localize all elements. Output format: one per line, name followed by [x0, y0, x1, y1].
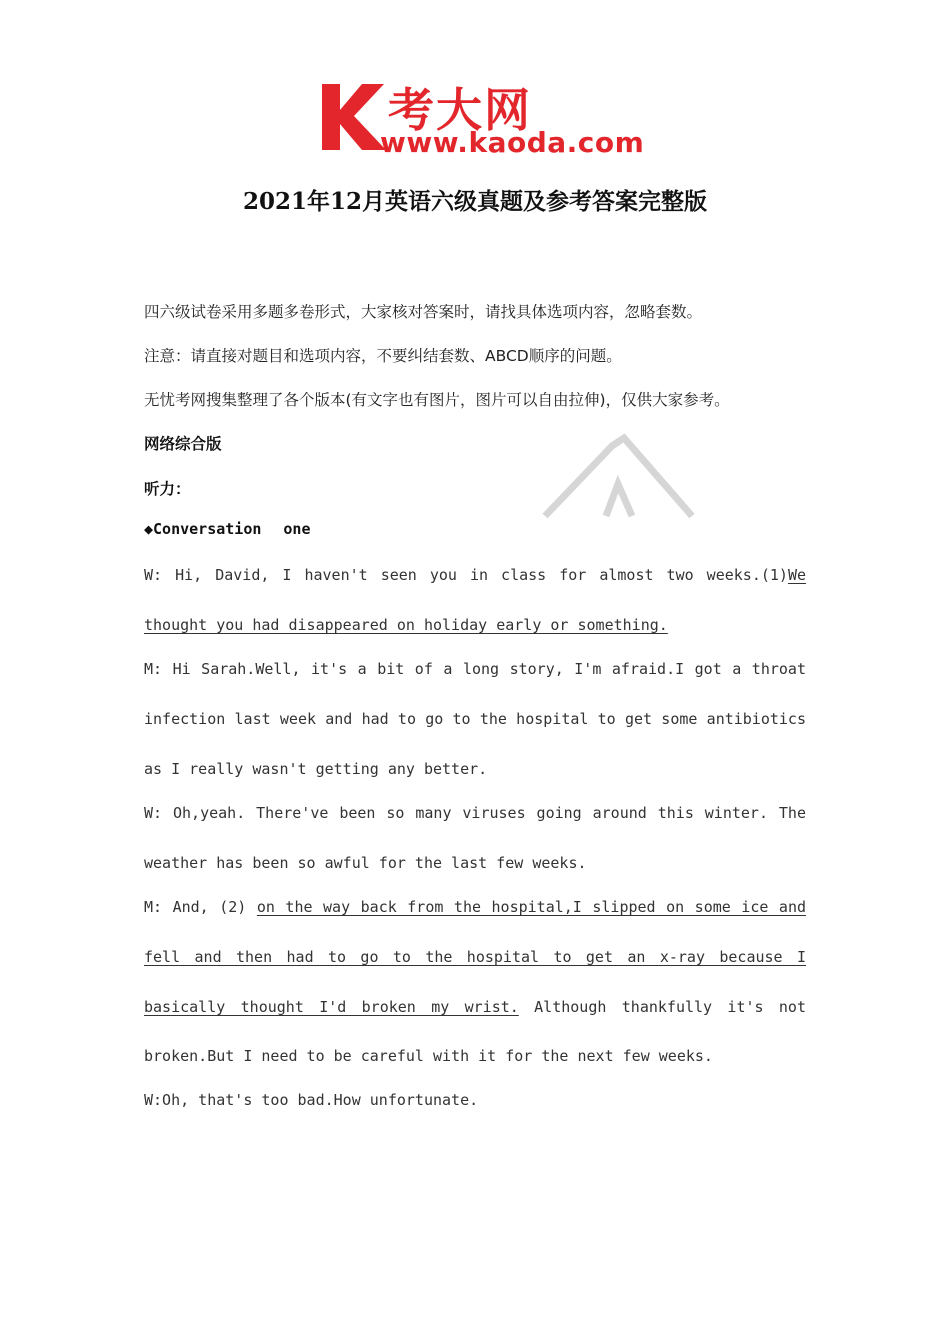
transcript-line: [144, 613, 806, 637]
page-title: 2021年12月英语六级真题及参考答案完整版: [242, 188, 708, 215]
transcript-line: M: And, (2) on the way back from the hospital,I slipped on some ice and: [144, 898, 806, 916]
transcript-line: W:Oh, that's too bad.How unfortunate.: [144, 1091, 479, 1109]
kaoda-logo: [318, 78, 645, 159]
answer-underline: basically thought I'd broken my wrist.: [144, 998, 519, 1016]
answer-underline: We: [787, 566, 806, 584]
section-heading: 网络综合版: [144, 435, 222, 453]
answer-underline: fell and then had to go to the hospital to get an x-ray because I: [144, 948, 806, 966]
transcript-line: M: Hi Sarah.Well, it's a bit of a long story, I'm afraid.I got a throat: [144, 660, 806, 678]
conversation-heading: [144, 520, 311, 538]
logo-chinese-text: 考大网: [388, 83, 532, 137]
conversation-number: one: [283, 520, 311, 538]
transcript-line: W: Oh,yeah. There've been so many viruses going around this winter. The: [144, 804, 806, 822]
transcript-line: broken.But I need to be careful with it for the next few weeks.: [144, 1047, 713, 1065]
diamond-bullet-icon: ◆: [144, 520, 154, 538]
note-paragraph: 四六级试卷采用多题多卷形式，大家核对答案时，请找具体选项内容，忽略套数。: [144, 303, 703, 321]
transcript-line: [144, 945, 806, 969]
watermark-roof-icon: [540, 432, 700, 522]
transcript-line: W: Hi, David, I haven't seen you in class for almost two weeks.(1)We: [144, 566, 806, 584]
conversation-label: Conversation: [153, 520, 262, 538]
transcript-line: weather has been so awful for the last few weeks.: [144, 854, 587, 872]
note-paragraph: 注意：请直接对题目和选项内容，不要纠结套数、ABCD顺序的问题。: [144, 347, 622, 365]
logo-url-text: www.kaoda.com: [380, 126, 645, 159]
transcript-line: infection last week and had to go to the hospital to get some antibiotics: [144, 710, 806, 728]
listening-heading: 听力：: [144, 480, 191, 498]
note-paragraph: 无忧考网搜集整理了各个版本(有文字也有图片，图片可以自由拉伸)，仅供大家参考。: [144, 391, 730, 409]
transcript-line: basically thought I'd broken my wrist. Although thankfully it's not: [144, 998, 806, 1016]
transcript-line: as I really wasn't getting any better.: [144, 760, 488, 778]
answer-underline: thought you had disappeared on holiday early or something.: [144, 616, 668, 634]
answer-underline: on the way back from the hospital,I slipped on some ice and: [256, 898, 806, 916]
